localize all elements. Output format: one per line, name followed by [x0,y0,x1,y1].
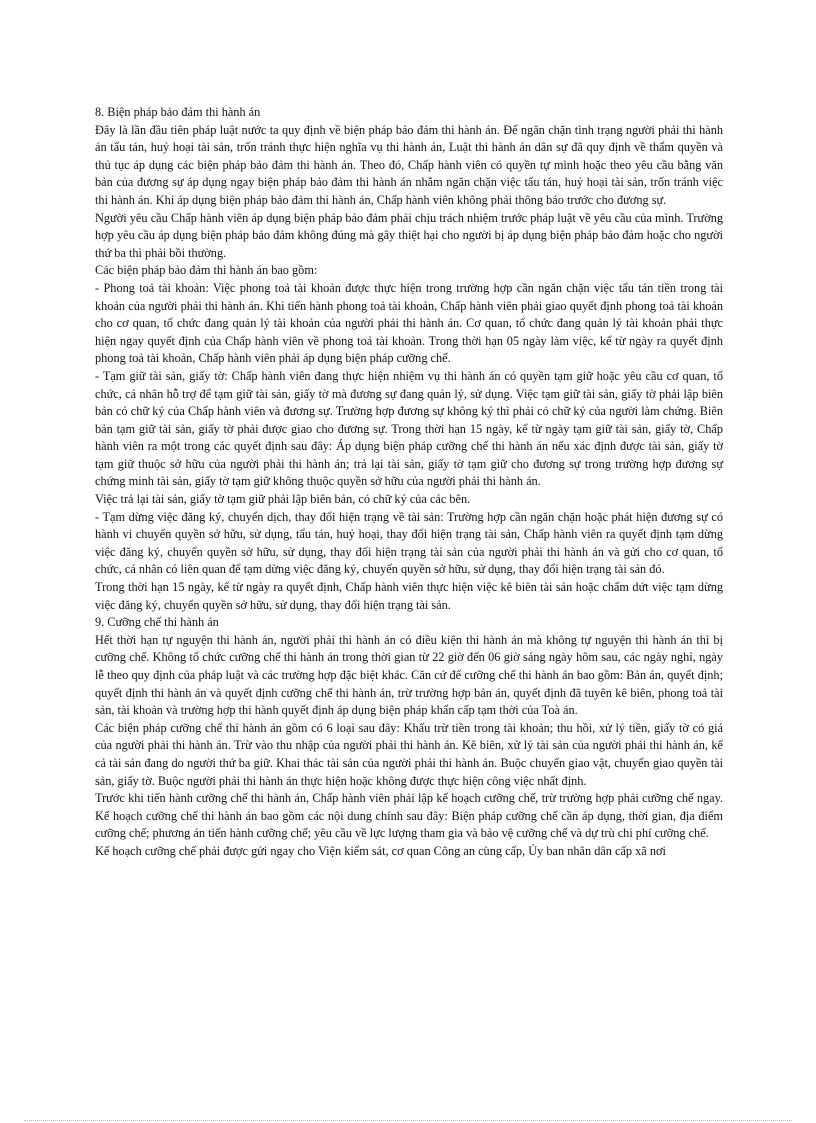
section-heading-enforcement: 9. Cưỡng chế thi hành án [95,615,219,630]
paragraph: Kế hoạch cưỡng chế phải được gửi ngay cho Viện kiểm sát, cơ quan Công an cùng cấp, Ủy ban nhân dân cấp xã nơi [95,843,666,858]
list-item-suspend-registration: - Tạm dừng việc đăng ký, chuyển dịch, thay đổi hiện trạng về tài sản: Trường hợp cần ngăn chặn hoặc phát hiện đương sự có hành vi chuyển quyền sở hữu, sử dụng, tẩu tán, huỷ hoại, thay đổi hiện trạng tài sản, Chấp hành viên ra quyết định tạm dừng việc đăng ký, chuyển quyền sở hữu, sử dụng, thay đổi hiện trạng tài sản của người phải thi hành án và gửi cho cơ quan, tổ chức, cá nhân có liên quan để tạm dừng việc đăng ký, chuyển quyền sở hữu, sử dụng, thay đổi hiện trạng tài sản đó. [95,509,723,577]
page-bottom-divider [24,1120,792,1121]
paragraph: Các biện pháp cưỡng chế thi hành án gồm có 6 loại sau đây: Khấu trừ tiền trong tài khoản; thu hồi, xử lý tiền, giấy tờ có giá của người phải thi hành án. Trừ vào thu nhập của người phải thi hành án. Kê biên, xử lý tài sản của người phải thi hành án, kể cả tài sản đang do người thứ ba giữ. Khai thác tài sản của người phải thi hành án. Buộc chuyển giao vật, chuyển giao quyền tài sản, giấy tờ. Buộc người phải thi hành án thực hiện hoặc không được thực hiện công việc nhất định. [95,720,723,788]
paragraph: Trong thời hạn 15 ngày, kể từ ngày ra quyết định, Chấp hành viên thực hiện việc kê biên tài sản hoặc chấm dứt việc tạm dừng việc đăng ký, chuyển quyền sở hữu, sử dụng, thay đổi hiện trạng tài sản. [95,580,723,612]
list-item-account-freeze: - Phong toả tài khoản: Việc phong toả tài khoản được thực hiện trong trường hợp cần ngăn chặn việc tẩu tán tiền trong tài khoản của người phải thi hành án. Khi tiến hành phong toả tài khoản, Chấp hành viên phải giao quyết định phong toả tài khoản cho cơ quan, tổ chức đang quản lý tài khoản của người phải thi hành án. Cơ quan, tổ chức đang quản lý tài khoản phải thực hiện ngay quyết định của Chấp hành viên về phong toả tài khoản. Trong thời hạn 05 ngày làm việc, kể từ ngày ra quyết định phong toả tài khoản, Chấp hành viên phải áp dụng biện pháp cưỡng chế. [95,280,723,366]
paragraph: Đây là lần đầu tiên pháp luật nước ta quy định về biện pháp bảo đảm thi hành án. Để ngăn chặn tình trạng người phải thi hành án tẩu tán, huỷ hoại tài sản, trốn tránh thực hiện nghĩa vụ thi hành án, Luật thi hành án dân sự đã quy định về thẩm quyền và thủ tục áp dụng các biện pháp bảo đảm thi hành án. Theo đó, Chấp hành viên có quyền tự mình hoặc theo yêu cầu bằng văn bản của đương sự áp dụng ngay biện pháp bảo đảm thi hành án nhằm ngăn chặn việc tẩu tán, huỷ hoại tài sản, trốn tránh việc thi hành án. Khi áp dụng biện pháp bảo đảm thi hành án, Chấp hành viên không phải thông báo trước cho đương sự. [95,122,723,207]
paragraph: Hết thời hạn tự nguyện thi hành án, người phải thi hành án có điều kiện thi hành án mà không tự nguyện thi hành án thì bị cưỡng chế. Không tổ chức cưỡng chế thi hành án trong thời gian từ 22 giờ đến 06 giờ sáng ngày hôm sau, các ngày nghỉ, ngày lễ theo quy định của pháp luật và các trường hợp đặc biệt khác. Căn cứ để cưỡng chế thi hành án bao gồm: Bản án, quyết định; quyết định thi hành án và quyết định cưỡng chế thi hành án, trừ trường hợp bản án, quyết định đã tuyên kê biên, phong toả tài sản, tài khoản và trường hợp thi hành quyết định áp dụng biện pháp khẩn cấp tạm thời của Toà án. [95,632,723,718]
paragraph: Các biện pháp bảo đảm thi hành án bao gồm: [95,263,318,278]
paragraph: Người yêu cầu Chấp hành viên áp dụng biện pháp bảo đảm phải chịu trách nhiệm trước pháp luật về yêu cầu của mình. Trường hợp yêu cầu áp dụng biện pháp bảo đảm không đúng mà gây thiệt hại cho người bị áp dụng biện pháp bảo đảm hoặc cho người thứ ba thì phải bồi thường. [95,210,723,260]
list-item-temporary-seizure: - Tạm giữ tài sản, giấy tờ: Chấp hành viên đang thực hiện nhiệm vụ thi hành án có quyền tạm giữ hoặc yêu cầu cơ quan, tổ chức, cá nhân hỗ trợ để tạm giữ tài sản, giấy tờ mà đương sự đang quản lý, sử dụng. Việc tạm giữ tài sản, giấy tờ phải lập biên bản có chữ ký của Chấp hành viên và đương sự. Trường hợp đương sự không ký thì phải có chữ ký của người làm chứng. Biên bản tạm giữ tài sản, giấy tờ phải được giao cho đương sự. Trong thời hạn 15 ngày, kể từ ngày tạm giữ tài sản, giấy tờ, Chấp hành viên ra một trong các quyết định sau đây: Áp dụng biện pháp cưỡng chế thi hành án nếu xác định được tài sản, giấy tờ tạm giữ thuộc sở hữu của người phải thi hành án; trả lại tài sản, giấy tờ tạm giữ cho đương sự trong trường hợp đương sự chứng minh tài sản, giấy tờ tạm giữ không thuộc quyền sở hữu của người phải thi hành án. [95,368,723,489]
section-heading-security-measures: 8. Biện pháp bảo đảm thi hành án [95,105,261,119]
document-body [95,104,723,861]
paragraph: Trước khi tiến hành cưỡng chế thi hành án, Chấp hành viên phải lập kế hoạch cưỡng chế, trừ trường hợp phải cưỡng chế ngay. Kế hoạch cưỡng chế thi hành án bao gồm các nội dung chính sau đây: Biện pháp cưỡng chế cần áp dụng, thời gian, địa điểm cưỡng chế; phương án tiến hành cưỡng chế; yêu cầu về lực lượng tham gia và bảo vệ cưỡng chế và dự trù chi phí cưỡng chế. [95,791,723,841]
paragraph: Việc trả lại tài sản, giấy tờ tạm giữ phải lập biên bản, có chữ ký của các bên. [95,492,471,507]
